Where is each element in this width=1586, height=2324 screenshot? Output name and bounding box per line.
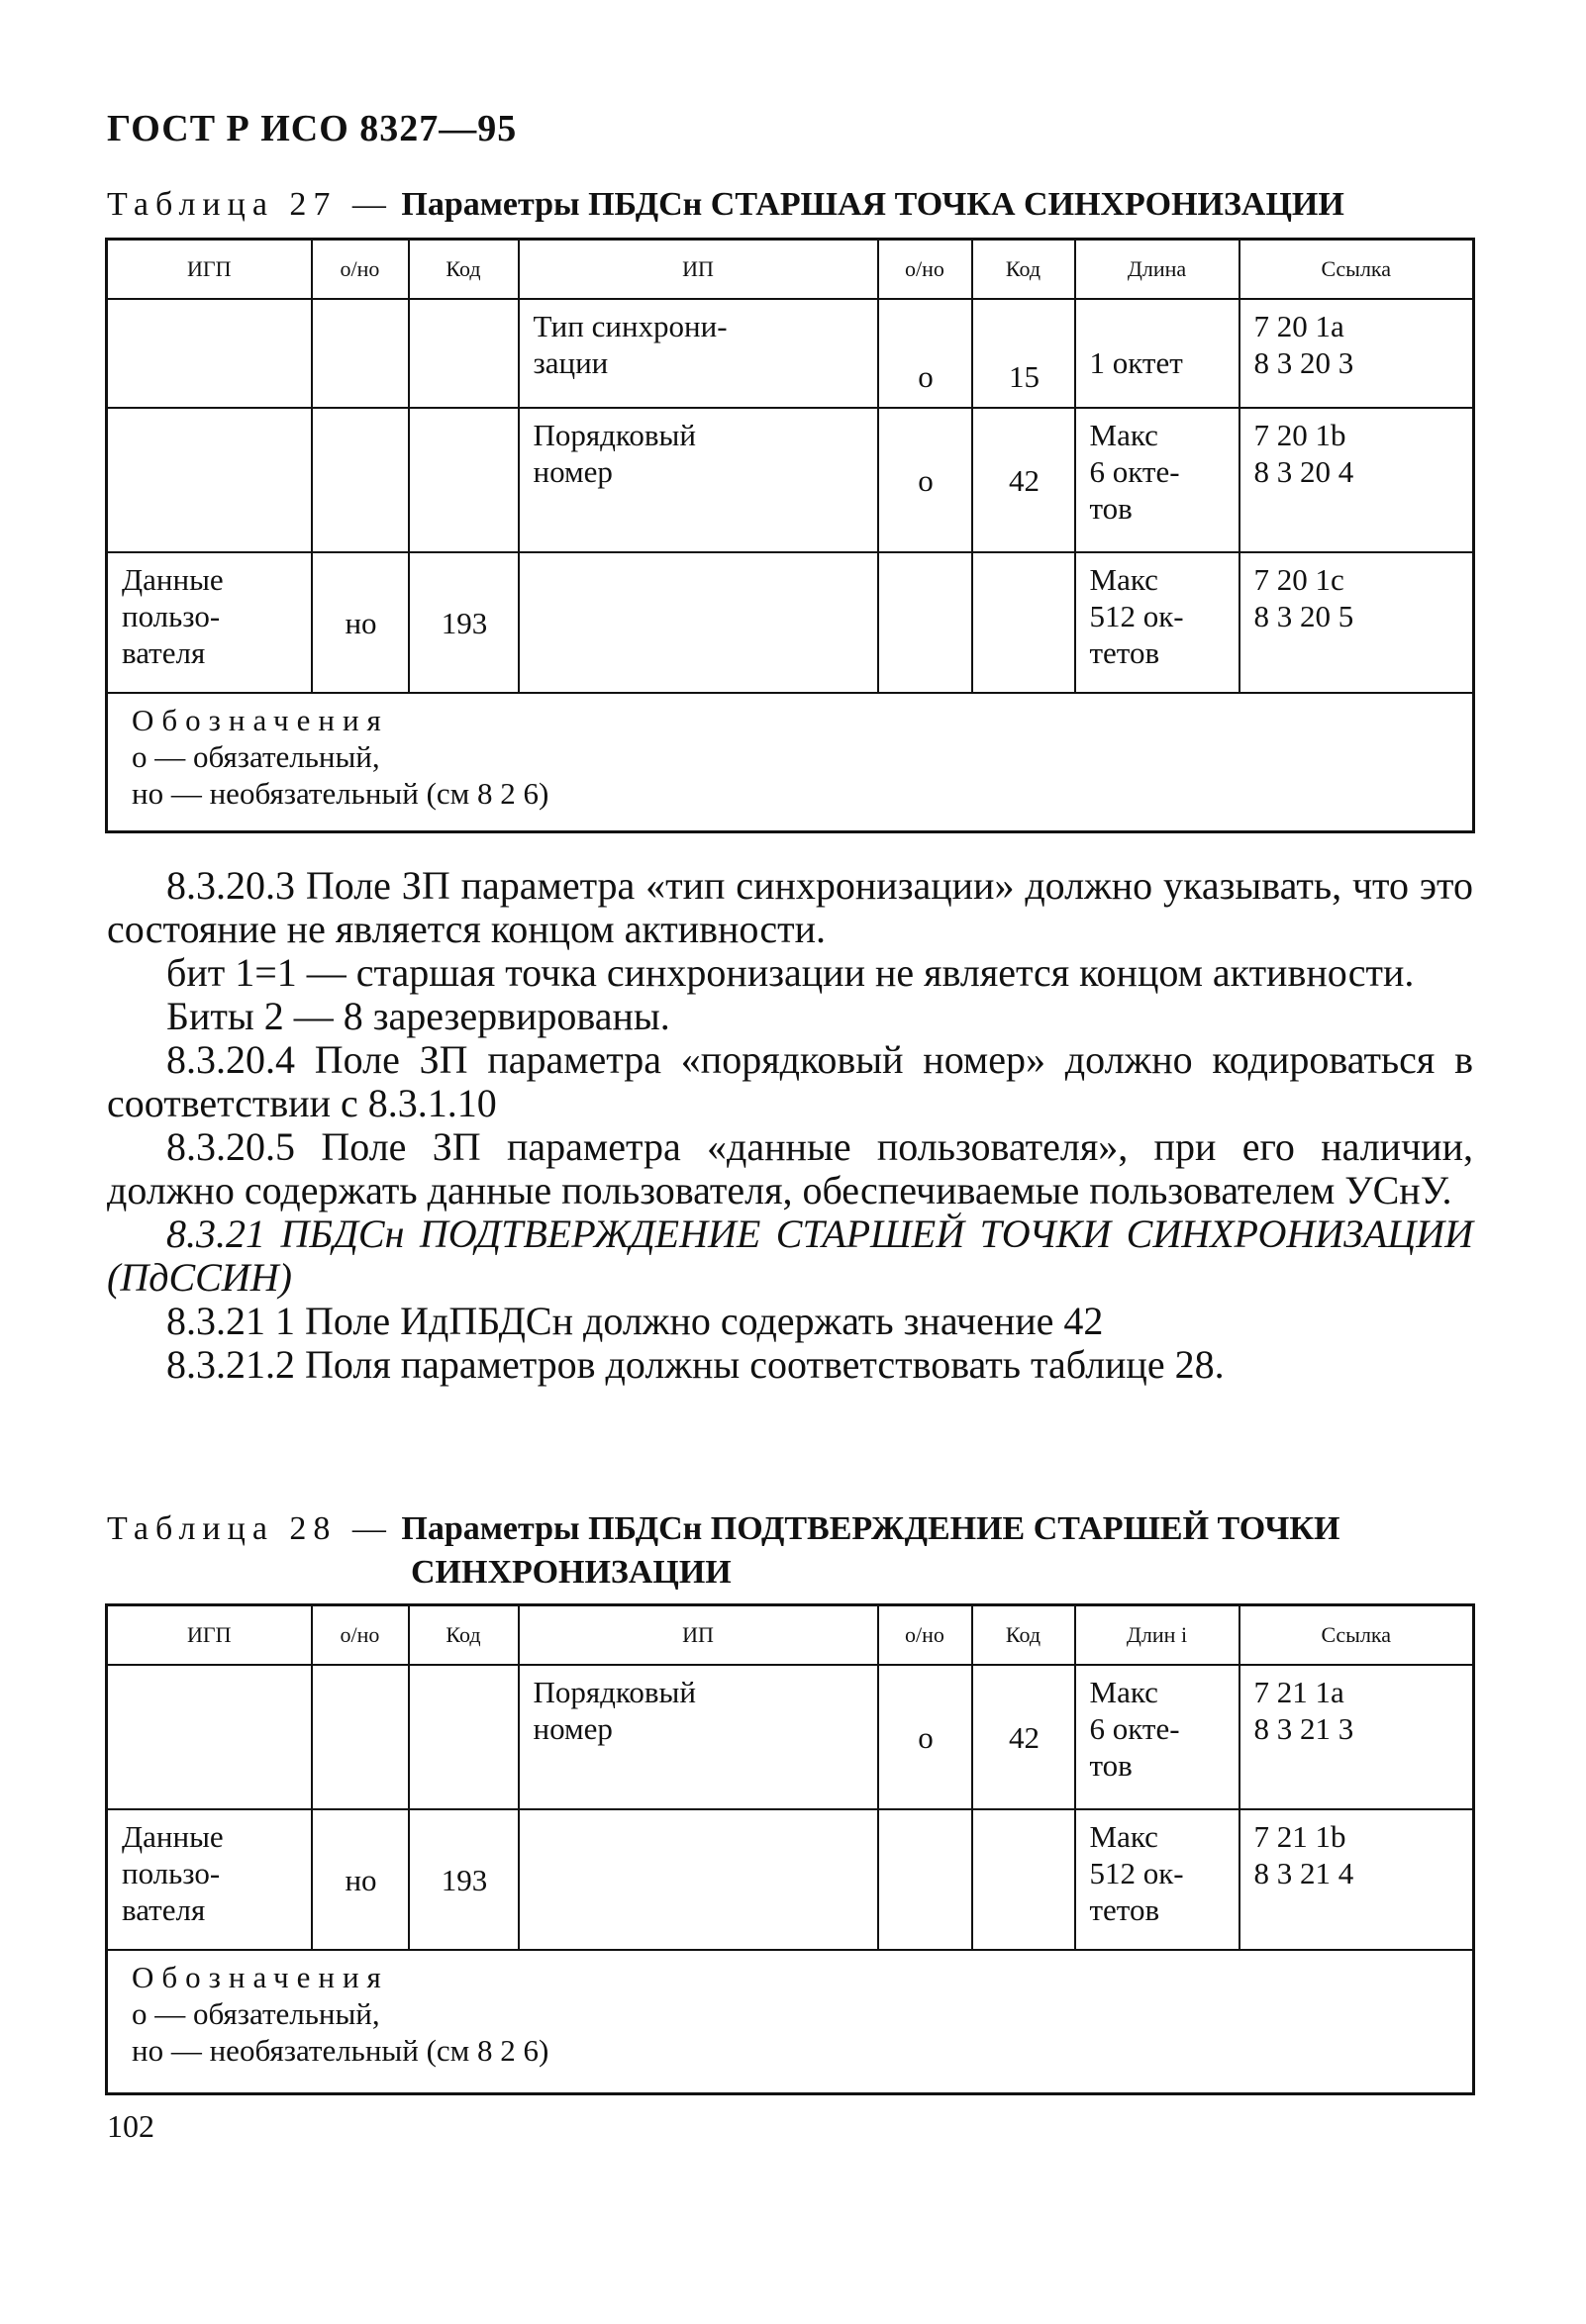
cell-line: 7 20 1b — [1253, 418, 1346, 452]
cell-kod — [409, 299, 519, 408]
cell-ip — [519, 552, 878, 693]
cell-ref — [1239, 1665, 1474, 1809]
cell-o-no-2 — [878, 1809, 972, 1950]
section-heading: 8.3.21 ПБДСн ПОДТВЕРЖДЕНИЕ СТАРШЕЙ ТОЧКИ СИНХРОНИЗАЦИИ (ПдССИН) — [107, 1211, 1473, 1300]
cell-o-no — [312, 1665, 409, 1809]
table-row — [107, 408, 1474, 552]
cell-line: номер — [533, 1711, 613, 1746]
col-header-o-no: о/но — [312, 1605, 409, 1666]
cell-line: вателя — [122, 1892, 206, 1927]
cell-o-no: но — [312, 1809, 409, 1950]
cell-line: 1 октет — [1089, 345, 1183, 380]
cell-o-no-2: о — [878, 299, 972, 408]
table-row — [107, 1809, 1474, 1950]
document-header: ГОСТ Р ИСО 8327—95 — [107, 108, 518, 149]
cell-igp — [107, 408, 312, 552]
cell-length — [1075, 1809, 1239, 1950]
cell-kod: 193 — [409, 1809, 519, 1950]
col-header-ref: Ссылка — [1239, 1605, 1474, 1666]
cell-line: 8 3 20 5 — [1253, 599, 1354, 633]
table-header-row — [107, 240, 1474, 300]
col-header-ip: ИП — [519, 1605, 878, 1666]
cell-kod: 193 — [409, 552, 519, 693]
cell-o-no-2: о — [878, 1665, 972, 1809]
table-row — [107, 552, 1474, 693]
cell-line: номер — [533, 454, 613, 489]
table-28 — [105, 1603, 1475, 2095]
notes-cell — [107, 693, 1474, 831]
paragraph: 8.3.20.3 Поле ЗП параметра «тип синхронизации» должно указывать, что это состояние не является концом активности. — [107, 863, 1473, 951]
cell-kod — [409, 408, 519, 552]
table-28-title: Параметры ПБДСн ПОДТВЕРЖДЕНИЕ СТАРШЕЙ ТОЧКИ — [401, 1510, 1340, 1547]
cell-line: 8 3 21 3 — [1253, 1711, 1354, 1746]
notes-row — [107, 1950, 1474, 2093]
body-text — [107, 864, 1473, 1387]
cell-igp — [107, 552, 312, 693]
cell-kod-2 — [972, 1809, 1075, 1950]
cell-line: вателя — [122, 635, 206, 670]
paragraph: бит 1=1 — старшая точка синхронизации не является концом активности. — [166, 950, 1415, 995]
table-28-title-cont: СИНХРОНИЗАЦИИ — [411, 1554, 732, 1591]
page-number: 102 — [107, 2108, 154, 2144]
col-header-o-no-2: о/но — [878, 1605, 972, 1666]
cell-line: Макс — [1089, 1675, 1158, 1709]
cell-line: 6 окте- — [1089, 454, 1180, 489]
col-header-kod: Код — [409, 1605, 519, 1666]
table-header-row — [107, 1605, 1474, 1666]
col-header-igp: ИГП — [107, 1605, 312, 1666]
notes-line: но — необязательный (см 8 2 6) — [132, 776, 549, 811]
cell-length — [1075, 552, 1239, 693]
paragraph: 8.3.21.2 Поля параметров должны соответствовать таблице 28. — [166, 1342, 1225, 1387]
cell-kod-2: 15 — [972, 299, 1075, 408]
cell-ref — [1239, 1809, 1474, 1950]
cell-line: Данные — [122, 1819, 224, 1854]
cell-line: Порядковый — [533, 418, 696, 452]
table-27-label: Таблица 27 — — [107, 186, 393, 223]
col-header-o-no-2: о/но — [878, 240, 972, 300]
cell-kod-2 — [972, 552, 1075, 693]
cell-line: 512 ок- — [1089, 599, 1184, 633]
cell-ip — [519, 1665, 878, 1809]
table-28-caption — [107, 1507, 1483, 1595]
cell-line: Данные — [122, 562, 224, 597]
paragraph: 8.3.21 1 Поле ИдПБДСн должно содержать значение 42 — [166, 1299, 1104, 1343]
col-header-length: Длин і — [1075, 1605, 1239, 1666]
cell-line: Порядковый — [533, 1675, 696, 1709]
notes-line: о — обязательный, — [132, 739, 380, 774]
cell-line: зации — [533, 345, 609, 380]
cell-line: пользо- — [122, 599, 221, 633]
cell-line: тетов — [1089, 1892, 1160, 1927]
cell-ip — [519, 1809, 878, 1950]
cell-kod-2: 42 — [972, 1665, 1075, 1809]
col-header-kod-2: Код — [972, 240, 1075, 300]
cell-line: пользо- — [122, 1856, 221, 1890]
table-row — [107, 1665, 1474, 1809]
cell-line: тов — [1089, 491, 1133, 526]
cell-line: Тип синхрони- — [533, 309, 728, 343]
cell-line: 7 21 1а — [1253, 1675, 1344, 1709]
cell-line: 8 3 21 4 — [1253, 1856, 1354, 1890]
cell-igp — [107, 1809, 312, 1950]
paragraph: 8.3.20.5 Поле ЗП параметра «данные пользователя», при его наличии, должно содержать данные пользователя, обеспечиваемые пользователем УСнУ. — [107, 1124, 1473, 1212]
cell-kod — [409, 1665, 519, 1809]
cell-line: 8 3 20 3 — [1253, 345, 1354, 380]
cell-line: Макс — [1089, 1819, 1158, 1854]
cell-igp — [107, 1665, 312, 1809]
col-header-ref: Ссылка — [1239, 240, 1474, 300]
cell-ref — [1239, 408, 1474, 552]
cell-line: 7 20 1а — [1253, 309, 1344, 343]
notes-line: о — обязательный, — [132, 1996, 380, 2031]
table-28-label: Таблица 28 — — [107, 1510, 393, 1547]
cell-o-no-2 — [878, 552, 972, 693]
cell-line: тов — [1089, 1748, 1133, 1783]
cell-o-no: но — [312, 552, 409, 693]
cell-line: тетов — [1089, 635, 1160, 670]
notes-row — [107, 693, 1474, 831]
cell-line: 7 20 1с — [1253, 562, 1344, 597]
cell-length — [1075, 408, 1239, 552]
notes-heading: Обозначения — [132, 703, 389, 737]
table-row — [107, 299, 1474, 408]
cell-line: 6 окте- — [1089, 1711, 1180, 1746]
notes-cell — [107, 1950, 1474, 2093]
col-header-igp: ИГП — [107, 240, 312, 300]
notes-line: но — необязательный (см 8 2 6) — [132, 2033, 549, 2068]
cell-ip — [519, 408, 878, 552]
cell-ip — [519, 299, 878, 408]
col-header-kod: Код — [409, 240, 519, 300]
col-header-length: Длина — [1075, 240, 1239, 300]
table-27-title: Параметры ПБДСн СТАРШАЯ ТОЧКА СИНХРОНИЗАЦИИ — [401, 186, 1344, 223]
cell-line: 8 3 20 4 — [1253, 454, 1354, 489]
cell-igp — [107, 299, 312, 408]
cell-line: 512 ок- — [1089, 1856, 1184, 1890]
cell-o-no-2: о — [878, 408, 972, 552]
col-header-ip: ИП — [519, 240, 878, 300]
cell-o-no — [312, 299, 409, 408]
paragraph: 8.3.20.4 Поле ЗП параметра «порядковый номер» должно кодироваться в соответствии с 8.3.1.10 — [107, 1037, 1473, 1125]
cell-length — [1075, 299, 1239, 408]
paragraph: Биты 2 — 8 зарезервированы. — [166, 994, 670, 1038]
notes-heading: Обозначения — [132, 1960, 389, 1994]
cell-ref — [1239, 552, 1474, 693]
cell-line — [1090, 308, 1227, 344]
cell-ref — [1239, 299, 1474, 408]
cell-o-no — [312, 408, 409, 552]
table-27-caption — [107, 183, 1493, 227]
cell-line: Макс — [1089, 418, 1158, 452]
col-header-kod-2: Код — [972, 1605, 1075, 1666]
col-header-o-no: о/но — [312, 240, 409, 300]
cell-length — [1075, 1665, 1239, 1809]
cell-line: 7 21 1b — [1253, 1819, 1346, 1854]
cell-line: Макс — [1089, 562, 1158, 597]
cell-kod-2: 42 — [972, 408, 1075, 552]
table-27 — [105, 238, 1475, 833]
